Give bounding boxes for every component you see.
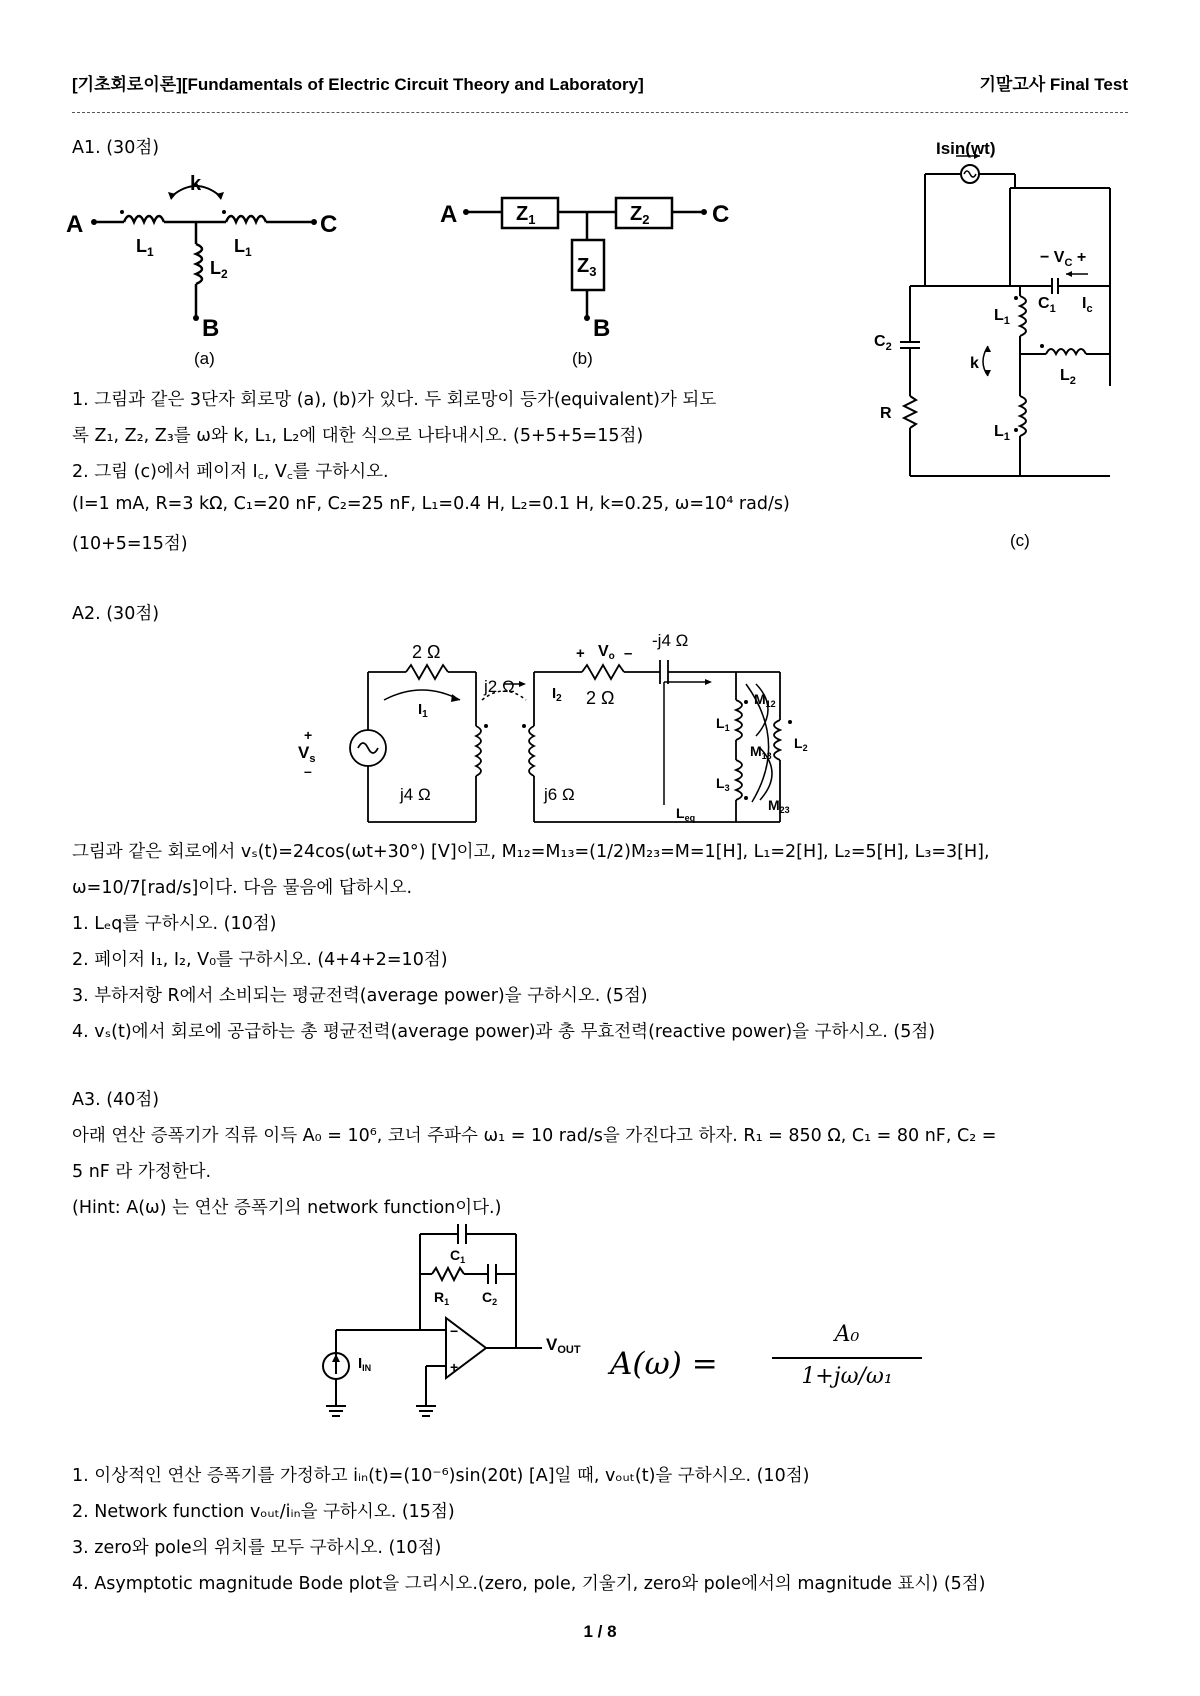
svg-text:−: − <box>450 1323 459 1339</box>
fig-b-caption: (b) <box>572 349 593 368</box>
a2-q3: 3. 부하저항 R에서 소비되는 평균전력(average power)을 구하시오. (5점) <box>72 986 648 1006</box>
fig-a-k: k <box>190 173 202 195</box>
a3-formula-denominator: 1+jω/ω₁ <box>801 1364 893 1389</box>
svg-text:Z1: $Z_1$ <box>516 203 536 227</box>
svg-text:Leq: $L_{eq}$ <box>676 805 696 823</box>
figure-c-circuit <box>870 139 1140 556</box>
a2-q2: 2. 페이저 I₁, I₂, V₀를 구하시오. (4+4+2=10점) <box>72 950 448 970</box>
svg-text:Vs: $V_s$ <box>298 743 316 765</box>
a3-q4: 4. Asymptotic magnitude Bode plot을 그리시오.(zero, pole, 기울기, zero와 pole에서의 magnitude 표시) (5점) <box>72 1574 986 1594</box>
svg-text:Ic: $I_c$ <box>1082 295 1093 315</box>
svg-text:I1: $I_1$ <box>418 701 428 720</box>
figure-a3-opamp-circuit <box>320 1222 620 1422</box>
fig-c-source-label: Isin(wt) <box>936 139 996 158</box>
svg-text:C2: $C_2$ <box>874 333 892 353</box>
fig-a-terminal-a: A <box>66 211 84 238</box>
a3-line2: 5 nF 라 가정한다. <box>72 1162 212 1182</box>
svg-text:M13: $M_{13}$ <box>750 743 772 761</box>
a3-formula-lhs: A(ω) = <box>610 1346 718 1382</box>
svg-text:R: R <box>880 405 892 422</box>
a3-title: A3. (40점) <box>72 1090 160 1110</box>
fig-a-terminal-c: C <box>320 211 338 238</box>
a1-q2-line3: (10+5=15점) <box>72 534 188 554</box>
a1-q2-line2: (I=1 mA, R=3 kΩ, C₁=20 nF, C₂=25 nF, L₁=0.4 H, L₂=0.1 H, k=0.25, ω=10⁴ rad/s) <box>72 494 790 514</box>
svg-text:C2: $C_2$ <box>482 1289 498 1307</box>
svg-text:+: + <box>450 1359 459 1375</box>
svg-text:j4 Ω: j4 Ω <box>400 785 431 804</box>
fig-a-terminal-b: B <box>202 315 220 342</box>
svg-text:–: – <box>304 763 312 779</box>
svg-text:2 Ω: 2 Ω <box>586 688 615 708</box>
svg-text:–: – <box>624 645 633 662</box>
a1-title: A1. (30점) <box>72 138 160 158</box>
header-course-title: [기초회로이론][Fundamentals of Electric Circuit Theory and Laboratory] <box>72 75 644 94</box>
svg-text:L1: $L_1$ <box>234 236 252 259</box>
a3-line1: 아래 연산 증폭기가 직류 이득 A₀ = 10⁶, 코너 주파수 ω₁ = 10 rad/s을 가진다고 하자. R₁ = 850 Ω, C₁ = 80 nF, C₂ = <box>72 1126 997 1146</box>
a3-q3: 3. zero와 pole의 위치를 모두 구하시오. (10점) <box>72 1538 442 1558</box>
a3-q1: 1. 이상적인 연산 증폭기를 가정하고 iᵢₙ(t)=(10⁻⁶)sin(20t) [A]일 때, vₒᵤₜ(t)을 구하시오. (10점) <box>72 1466 810 1486</box>
svg-text:+: + <box>304 727 313 743</box>
svg-text:-j4 Ω: -j4 Ω <box>652 631 689 650</box>
a2-line1: 그림과 같은 회로에서 vₛ(t)=24cos(ωt+30°) [V]이고, M₁₂=M₁₃=(1/2)M₂₃=M=1[H], L₁=2[H], L₂=5[H], L₃=3[H], <box>72 842 990 862</box>
a3-formula-fraction-bar <box>772 1357 922 1359</box>
svg-text:I2: $I_2$ <box>552 685 562 704</box>
svg-text:B: B <box>593 315 611 342</box>
a3-formula-numerator: A₀ <box>834 1322 860 1347</box>
svg-text:L1: $L_1$ <box>994 307 1010 327</box>
svg-text:VOUT: VOUT <box>546 1335 581 1356</box>
a3-q2: 2. Network function vₒᵤₜ/iᵢₙ을 구하시오. (15점) <box>72 1502 455 1522</box>
header-exam-title: 기말고사 Final Test <box>979 75 1128 94</box>
svg-text:j6 Ω: j6 Ω <box>544 785 575 804</box>
a2-line2: ω=10/7[rad/s]이다. 다음 물음에 답하시오. <box>72 878 413 898</box>
svg-text:+: + <box>576 645 585 662</box>
fig-a-caption: (a) <box>194 349 215 368</box>
figure-b-t-network <box>440 180 740 370</box>
page-number: 1 / 8 <box>583 1622 617 1641</box>
svg-text:k: k <box>970 355 979 372</box>
svg-text:IIN: $I_{IN}$ <box>358 1355 372 1373</box>
svg-text:C1: $C_1$ <box>1038 295 1056 315</box>
header-divider <box>72 112 1128 113</box>
figure-a-coupled-inductors <box>66 160 366 370</box>
svg-text:Z2: $Z_2$ <box>630 203 650 227</box>
svg-text:− VC +: − $V_C$ + <box>1040 249 1087 269</box>
a2-q1: 1. Lₑq를 구하시오. (10점) <box>72 914 277 934</box>
a1-q2-line1: 2. 그림 (c)에서 페이저 I꜀, V꜀를 구하시오. <box>72 462 389 482</box>
figure-a2-mutual-inductance-circuit <box>298 630 860 830</box>
fig-c-caption: (c) <box>1010 531 1030 550</box>
svg-text:C1: $C_1$ <box>450 1247 466 1265</box>
svg-text:M12: $M_{12}$ <box>754 691 776 709</box>
svg-text:Vo: Vo <box>598 643 615 662</box>
a3-hint: (Hint: A(ω) 는 연산 증폭기의 network function이다.) <box>72 1198 502 1218</box>
a1-q1-line2: 록 Z₁, Z₂, Z₃를 ω와 k, L₁, L₂에 대한 식으로 나타내시오. (5+5+5=15점) <box>72 426 644 446</box>
a2-title: A2. (30점) <box>72 604 160 624</box>
svg-text:M23: $M_{23}$ <box>768 797 790 815</box>
svg-text:L3: $L_3$ <box>716 775 730 793</box>
a1-q1-line1: 1. 그림과 같은 3단자 회로망 (a), (b)가 있다. 두 회로망이 등가(equivalent)가 되도 <box>72 390 717 410</box>
svg-text:L1: $L_1$ <box>994 423 1010 443</box>
svg-text:j2 Ω: j2 Ω <box>484 677 515 696</box>
a2-q4: 4. vₛ(t)에서 회로에 공급하는 총 평균전력(average power)과 총 무효전력(reactive power)을 구하시오. (5점) <box>72 1022 936 1042</box>
svg-text:C: C <box>712 201 730 228</box>
svg-text:L1: $L_1$ <box>716 715 730 733</box>
svg-text:2 Ω: 2 Ω <box>412 642 441 662</box>
svg-text:L1: $L_1$ <box>136 236 154 259</box>
svg-text:Z3: $Z_3$ <box>577 255 597 279</box>
svg-text:L2: $L_2$ <box>1060 367 1076 387</box>
svg-text:L2: $L_2$ <box>794 735 808 753</box>
svg-text:A: A <box>440 201 458 228</box>
svg-text:R1: $R_1$ <box>434 1289 450 1307</box>
svg-text:L2: $L_2$ <box>210 258 228 281</box>
